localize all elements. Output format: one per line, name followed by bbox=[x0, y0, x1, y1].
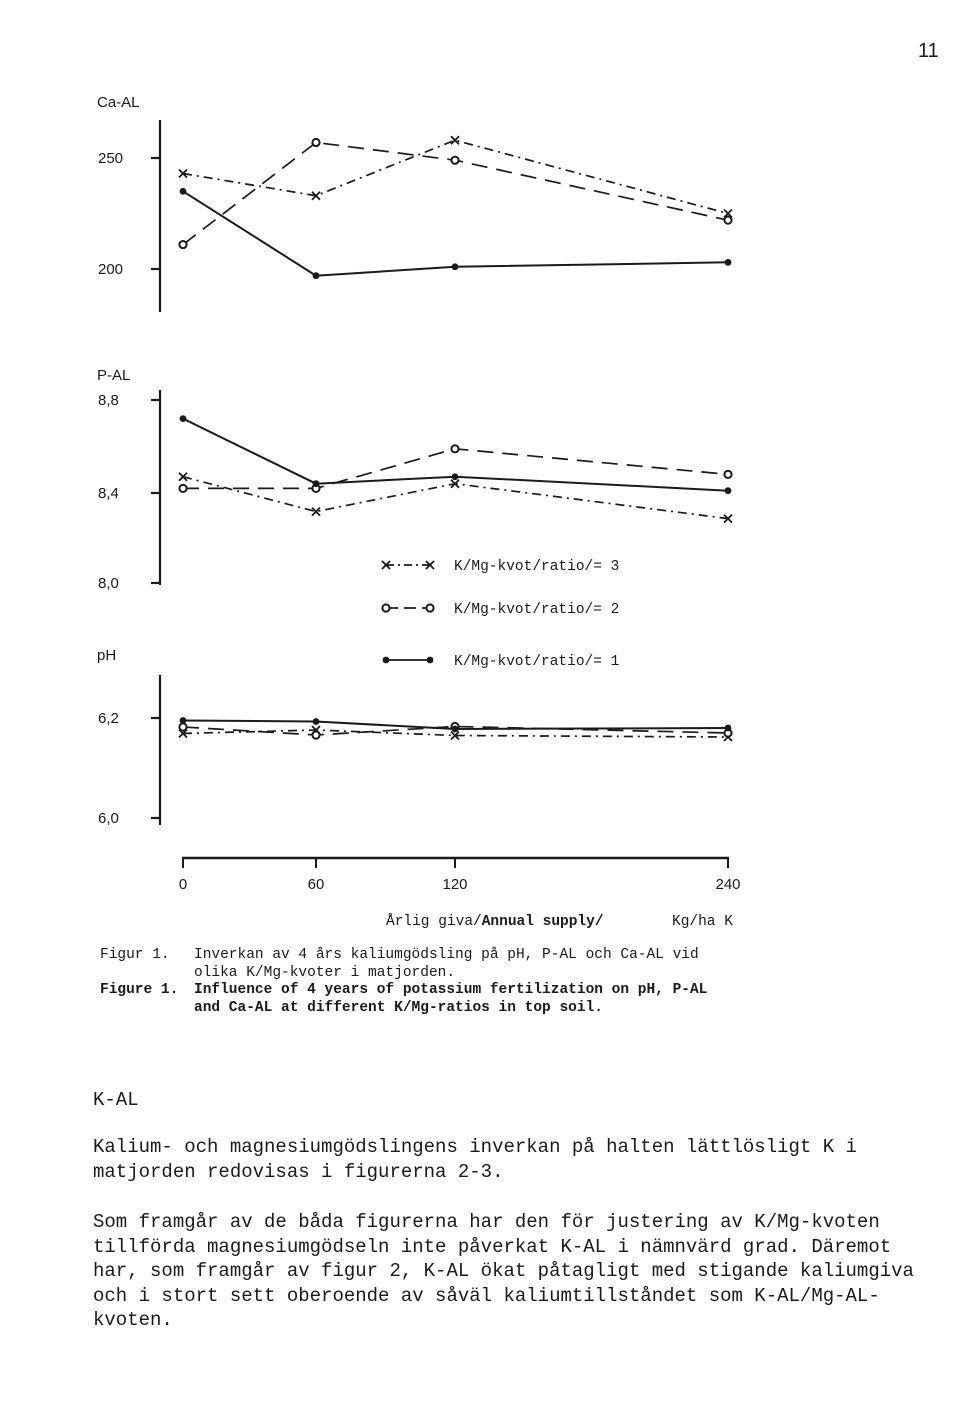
legend-marker-end-2 bbox=[427, 657, 434, 664]
panel-1-series-1-point-0 bbox=[179, 485, 186, 492]
caption-text-en-1: Influence of 4 years of potassium fertilization on pH, P-AL bbox=[194, 982, 708, 998]
x-axis-unit: Kg/ha K bbox=[672, 914, 733, 930]
panel-0-series-2-line bbox=[183, 191, 728, 275]
panel-2-y-tick-label-0: 6,2 bbox=[98, 710, 119, 727]
figure-caption bbox=[100, 947, 900, 1017]
panel-0-y-tick-label-1: 200 bbox=[98, 261, 124, 278]
legend-label-2: K/Mg-kvot/ratio/= 1 bbox=[454, 654, 620, 670]
caption-swedish-2 bbox=[100, 965, 900, 983]
panel-1-series-2-point-1 bbox=[313, 480, 320, 487]
panel-2-series-2-point-1 bbox=[313, 718, 320, 725]
x-axis-label-swedish: Årlig giva/ bbox=[386, 914, 482, 930]
legend-marker-start-1 bbox=[382, 604, 389, 611]
caption-english-1 bbox=[100, 982, 900, 1000]
panel-2-ylabel: pH bbox=[97, 647, 117, 664]
legend-label-0: K/Mg-kvot/ratio/= 3 bbox=[454, 559, 620, 575]
panel-1-series-2-point-0 bbox=[180, 415, 187, 422]
panel-0-series-2-point-1 bbox=[313, 272, 320, 279]
x-axis-label bbox=[386, 913, 604, 930]
panel-1-y-tick-label-2: 8,0 bbox=[98, 575, 119, 592]
panel-2-y-tick-label-1: 6,0 bbox=[98, 810, 119, 827]
caption-text-en-2: and Ca-AL at different K/Mg-ratios in top soil. bbox=[194, 999, 603, 1016]
x-axis-label-english: Annual supply/ bbox=[481, 914, 604, 930]
panel-1-series-2-point-3 bbox=[725, 487, 732, 494]
legend-marker-start-2 bbox=[383, 657, 390, 664]
panel-2-series-2-point-2 bbox=[452, 726, 459, 733]
panel-1-series-2-point-2 bbox=[452, 473, 459, 480]
caption-label-en: Figure 1. bbox=[100, 982, 179, 998]
panel-1-y-tick-label-1: 8,4 bbox=[98, 485, 119, 502]
panel-2-series-1-point-1 bbox=[312, 731, 319, 738]
x-tick-label-0: 0 bbox=[178, 876, 188, 893]
panel-2-series-2-point-0 bbox=[180, 717, 187, 724]
panel-1-y-tick-label-0: 8,8 bbox=[98, 392, 119, 409]
caption-swedish-1 bbox=[100, 947, 900, 965]
paragraph-1 bbox=[93, 1135, 933, 1184]
panel-1-ylabel: P-AL bbox=[97, 367, 131, 384]
caption-label-sv: Figur 1. bbox=[100, 947, 170, 963]
panel-0-y-tick-label-0: 250 bbox=[98, 150, 124, 167]
panel-0-series-1-point-0 bbox=[179, 241, 186, 248]
x-tick-label-2: 120 bbox=[442, 876, 468, 893]
section-heading: K-AL bbox=[93, 1089, 139, 1111]
caption-text-sv-1: Inverkan av 4 års kaliumgödsling på pH, P-AL och Ca-AL vid bbox=[194, 947, 699, 963]
panel-0-ylabel: Ca-AL bbox=[97, 94, 140, 111]
page-number: 11 bbox=[918, 40, 939, 62]
caption-english-2 bbox=[100, 1000, 900, 1018]
panel-2-series-1-point-0 bbox=[179, 723, 186, 730]
caption-text-sv-2: olika K/Mg-kvoter i matjorden. bbox=[194, 964, 456, 981]
paragraph-2-text: Som framgår av de båda figurerna har den för justering av K/Mg-kvoten tillförda magnesiumgödseln inte påverkat K-AL i nämnvärd grad. Däremot har, som framgår av figur 2, K-AL ökat påtagligt med stigande kaliumgiva och i stort sett oberoende av såväl kaliumtillståndet som K-AL/Mg-AL-kvoten. bbox=[93, 1211, 914, 1331]
panel-0-series-2-point-2 bbox=[452, 263, 459, 270]
panel-1-series-1-point-2 bbox=[451, 445, 458, 452]
panel-1-series-1-point-3 bbox=[724, 471, 731, 478]
panel-0-series-2-point-0 bbox=[180, 188, 187, 195]
panel-0-series-2-point-3 bbox=[725, 259, 732, 266]
paragraph-1-text: Kalium- och magnesiumgödslingens inverkan på halten lättlösligt K i matjorden redovisas i figurerna 2-3. bbox=[93, 1136, 857, 1183]
panel-0-series-1-point-3 bbox=[724, 217, 731, 224]
paragraph-2 bbox=[93, 1210, 933, 1333]
legend-label-1: K/Mg-kvot/ratio/= 2 bbox=[454, 602, 620, 618]
panel-2-series-2-point-3 bbox=[725, 725, 732, 732]
panel-0-series-1-point-2 bbox=[451, 157, 458, 164]
legend-marker-end-1 bbox=[426, 604, 433, 611]
panel-0-series-1-point-1 bbox=[312, 139, 319, 146]
x-tick-label-1: 60 bbox=[307, 876, 325, 893]
x-tick-label-3: 240 bbox=[715, 876, 741, 893]
